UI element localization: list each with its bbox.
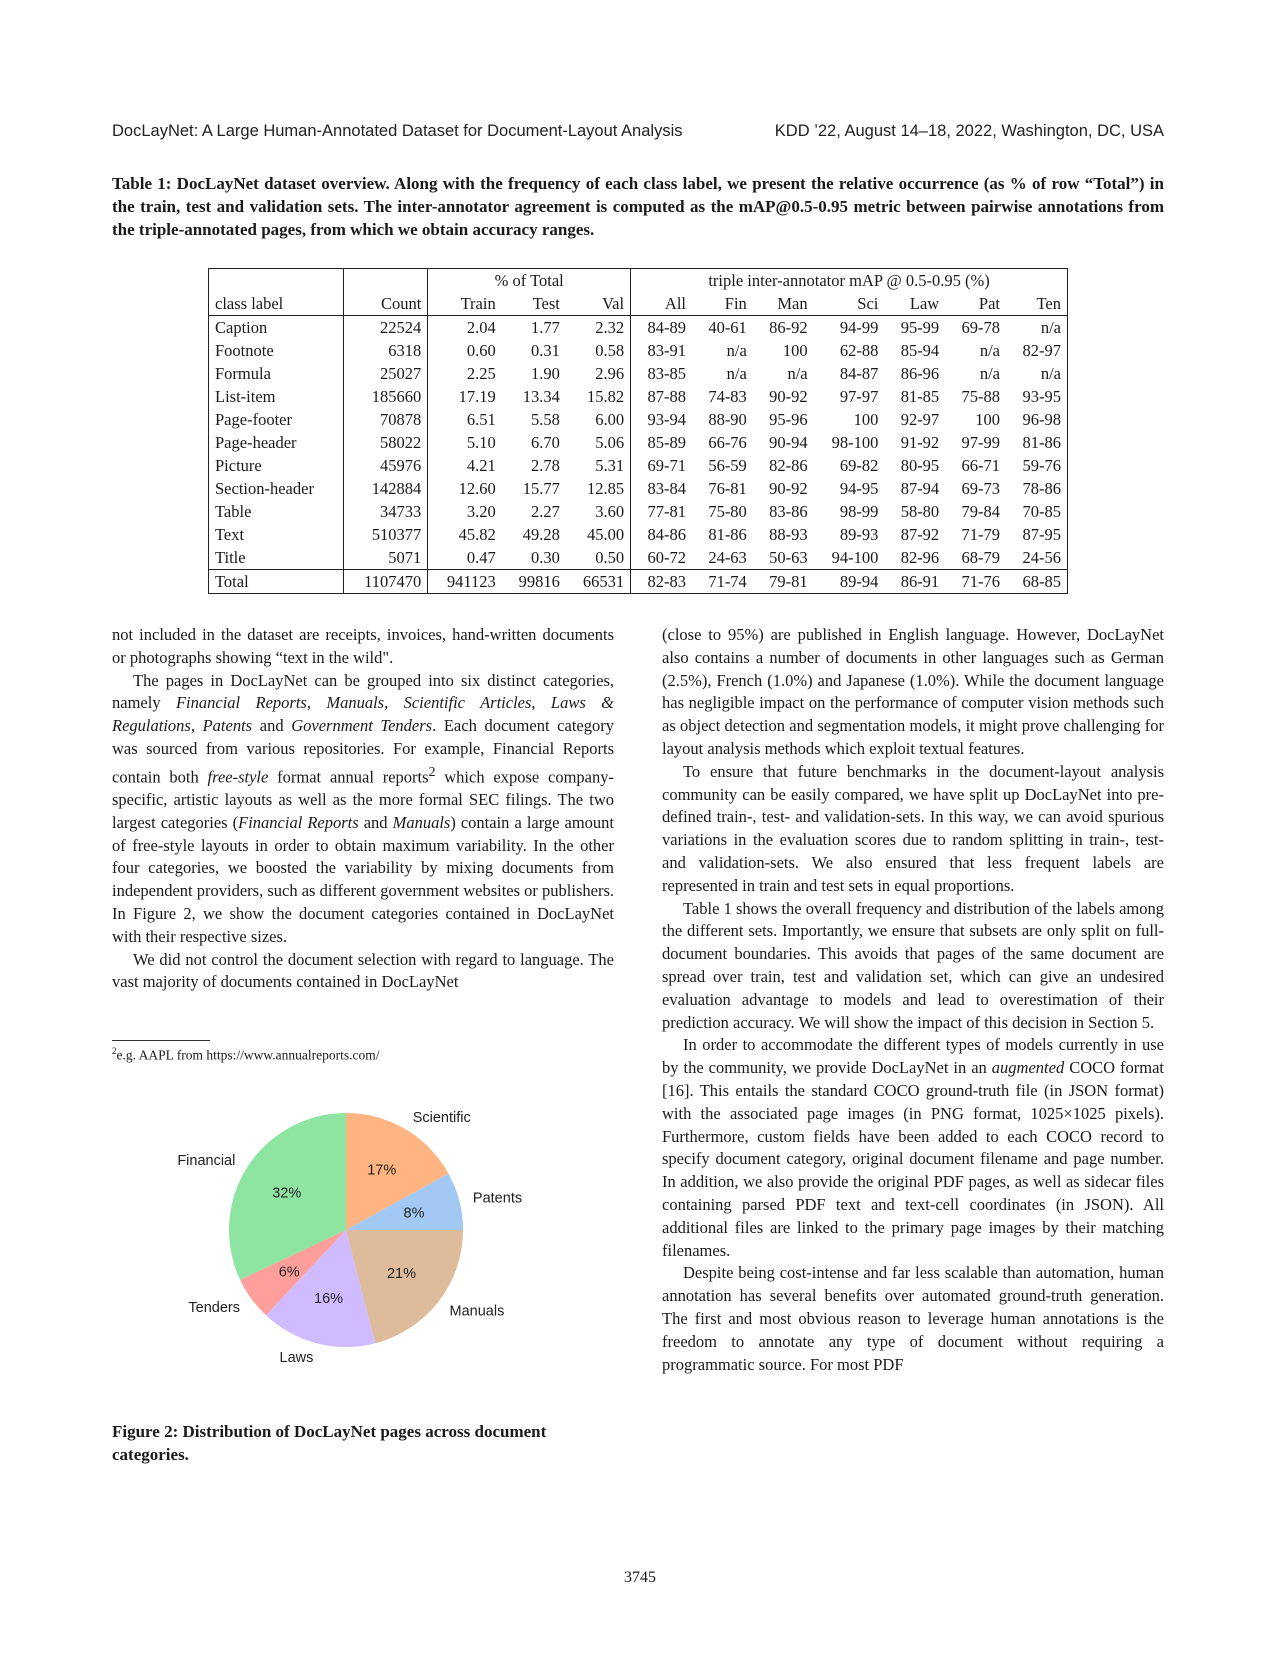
table-cell: 98-99 <box>839 502 879 521</box>
table-cell: n/a <box>1040 364 1061 383</box>
paragraph: We did not control the document selection with regard to language. The vast majority of documents contained in DocLayNet <box>112 949 614 992</box>
table-row <box>209 431 1068 454</box>
table-cell: 79-84 <box>961 502 1000 521</box>
table-cell: 87-88 <box>631 385 692 408</box>
table-cell: n/a <box>726 341 747 360</box>
table-cell: 50-63 <box>769 548 808 567</box>
header-venue: KDD ’22, August 14–18, 2022, Washington, DC, USA <box>774 122 1164 140</box>
table-cell: 24-56 <box>1022 548 1061 567</box>
table-cell: 83-85 <box>631 362 692 385</box>
table-cell: 12.60 <box>428 477 502 500</box>
table-cell: Page-header <box>215 433 297 452</box>
table-cell: 83-91 <box>631 339 692 362</box>
table-cell: 94-100 <box>831 548 879 567</box>
table-cell: 90-92 <box>769 479 808 498</box>
column-header: Count <box>343 292 427 316</box>
table-row <box>209 500 1068 523</box>
table-cell: 71-79 <box>961 525 1000 544</box>
table-cell: 89-93 <box>839 525 879 544</box>
table-cell: 66-71 <box>961 456 1000 475</box>
table-group-header-row <box>209 269 1068 293</box>
running-header <box>112 122 1164 146</box>
column-header: Man <box>777 294 808 313</box>
pie-category-label: Scientific <box>412 1110 471 1127</box>
table-cell: 2.32 <box>595 318 625 337</box>
table-cell: 89-94 <box>839 572 879 591</box>
table-cell: 941123 <box>428 570 502 594</box>
table-total-row <box>209 570 1068 594</box>
column-header: Test <box>532 294 560 313</box>
table-cell: 66531 <box>582 572 625 591</box>
category-pie-chart <box>160 1110 580 1410</box>
table-cell: 68-79 <box>961 548 1000 567</box>
table-cell: 70878 <box>343 408 427 431</box>
column-header: Val <box>602 294 625 313</box>
column-header: Train <box>428 292 502 316</box>
table-cell: 87-94 <box>900 479 940 498</box>
table-cell: 81-86 <box>708 525 747 544</box>
table-cell: 4.21 <box>428 454 502 477</box>
table-cell: 87-92 <box>900 525 940 544</box>
figure-caption: Figure 2: Distribution of DocLayNet pages across document categories. <box>112 1422 547 1464</box>
table-cell: 90-94 <box>769 433 808 452</box>
table-cell: 3.20 <box>428 500 502 523</box>
pie-value-label: 6% <box>278 1264 300 1281</box>
table-cell: 66-76 <box>708 433 747 452</box>
paragraph: not included in the dataset are receipts, invoices, hand-written documents or photographs showing “text in the wild". <box>112 625 614 667</box>
table-row <box>209 477 1068 500</box>
table-cell: 88-90 <box>708 410 747 429</box>
table-cell: 2.27 <box>530 502 560 521</box>
table-cell: Page-footer <box>215 410 292 429</box>
table-row <box>209 523 1068 546</box>
table-cell: 83-86 <box>769 502 808 521</box>
pie-value-label: 16% <box>314 1290 344 1307</box>
table-cell: 97-99 <box>961 433 1000 452</box>
table-cell: 85-94 <box>900 341 940 360</box>
group-header-iaa: triple inter-annotator mAP @ 0.5-0.95 (%) <box>631 269 1068 293</box>
table-cell: 5071 <box>343 546 427 570</box>
table-cell: 17.19 <box>428 385 502 408</box>
table-row <box>209 385 1068 408</box>
table-cell: 93-94 <box>631 408 692 431</box>
paragraph: The pages in DocLayNet can be grouped into six distinct categories, namely Financial Reports, Manuals, Scientific Articles, Laws & Regulations, Patents and Government Tenders. Each document category was sourced from various repositories. For example, Financial Reports contain both free-style format annual reports$^2$ which expose company-specific, artistic layouts as well as the more formal SEC filings. The two largest categories (Financial Reports and Manuals) contain a large amount of free-style layouts in order to obtain maximum variability. In the other four categories, we boosted the variability by mixing documents from independent providers, such as different government websites or publishers. In Figure 2, we show the document categories contained in DocLayNet with their respective sizes. <box>112 670 615 946</box>
table-row <box>209 546 1068 570</box>
table-cell: 98-100 <box>831 433 879 452</box>
column-header: Ten <box>1036 294 1061 313</box>
table-cell: n/a <box>726 364 747 383</box>
table-cell: 60-72 <box>631 546 692 570</box>
dataset-overview-table <box>208 268 1068 594</box>
table-cell: 75-80 <box>708 502 747 521</box>
table-cell: 97-97 <box>839 387 879 406</box>
pie-value-label: 17% <box>367 1162 397 1179</box>
table-cell: 90-92 <box>769 387 808 406</box>
table-cell: 99816 <box>518 572 560 591</box>
table-row <box>209 316 1068 340</box>
pie-value-label: 21% <box>386 1266 416 1283</box>
table-row <box>209 408 1068 431</box>
table-cell: 5.58 <box>530 410 560 429</box>
table-cell: 69-82 <box>839 456 879 475</box>
pie-category-label: Manuals <box>449 1303 505 1320</box>
column-header: All <box>631 292 692 316</box>
table-cell: 74-83 <box>708 387 747 406</box>
table-row <box>209 454 1068 477</box>
column-header: Sci <box>857 294 879 313</box>
table-cell: 86-96 <box>900 364 940 383</box>
table-cell: n/a <box>787 364 808 383</box>
table-header-row <box>209 292 1068 316</box>
table-cell: 83-84 <box>631 477 692 500</box>
paragraph: (close to 95%) are published in English language. However, DocLayNet also contains a number of documents in other languages such as German (2.5%), French (1.0%) and Japanese (1.0%). While the document language has negligible impact on the performance of computer vision methods such as object detection and segmentation models, it might prove challenging for layout analysis methods which exploit textual features. <box>662 625 1164 758</box>
table-cell: 24-63 <box>708 548 747 567</box>
table-cell: 13.34 <box>522 387 560 406</box>
table-cell: 88-93 <box>769 525 808 544</box>
table-cell: 45976 <box>343 454 427 477</box>
table-cell: 71-74 <box>708 572 747 591</box>
table-cell: 2.25 <box>428 362 502 385</box>
table-cell: 2.78 <box>530 456 560 475</box>
table-cell: 100 <box>782 341 808 360</box>
table-cell: 510377 <box>343 523 427 546</box>
table-cell: 94-99 <box>839 318 879 337</box>
table-cell: n/a <box>979 341 1000 360</box>
page-number: 3745 <box>624 1569 656 1586</box>
table-cell: 95-96 <box>769 410 808 429</box>
table-cell: 185660 <box>343 385 427 408</box>
table-cell: Picture <box>215 456 262 475</box>
table-cell: 69-71 <box>631 454 692 477</box>
table-cell: Table <box>215 502 252 521</box>
table-cell: Title <box>215 548 246 567</box>
group-header-percent-total: % of Total <box>428 269 631 293</box>
pie-category-label: Financial <box>177 1152 236 1169</box>
table-cell: 82-83 <box>631 570 692 594</box>
table-cell: 6.70 <box>530 433 560 452</box>
table-cell: 79-81 <box>769 572 808 591</box>
paragraph: In order to accommodate the different types of models currently in use by the community, we provide DocLayNet in an augmented COCO format [16]. This entails the standard COCO ground-truth file (in JSON format) with the associated page images (in PNG format, 1025×1025 pixels). Furthermore, custom fields have been added to each COCO record to specify document category, original document filename and page number. In addition, we also provide the original PDF pages, as well as sidecar files containing parsed PDF text and text-cell coordinates (in JSON). All additional files are linked to the primary page images by their matching filenames. <box>662 1035 1165 1260</box>
table-cell: 76-81 <box>708 479 747 498</box>
table-cell: 0.30 <box>530 548 560 567</box>
table-cell: 34733 <box>343 500 427 523</box>
table-cell: 58022 <box>343 431 427 454</box>
table-cell: 87-95 <box>1022 525 1061 544</box>
table-cell: 68-85 <box>1022 572 1061 591</box>
table-cell: 1.77 <box>530 318 560 337</box>
table-cell: 59-76 <box>1022 456 1061 475</box>
table-cell: 0.47 <box>428 546 502 570</box>
table-cell: 6.51 <box>428 408 502 431</box>
column-header: Fin <box>724 294 747 313</box>
table-cell: 77-81 <box>631 500 692 523</box>
table-cell: Total <box>215 572 249 591</box>
table-cell: 82-97 <box>1022 341 1061 360</box>
table-cell: 22524 <box>343 316 427 340</box>
table-cell: 82-96 <box>900 548 940 567</box>
table-cell: 25027 <box>343 362 427 385</box>
table-cell: 49.28 <box>522 525 560 544</box>
paragraph: Despite being cost-intense and far less scalable than automation, human annotation has several benefits over automated ground-truth generation. The first and most obvious reason to leverage human annotations is the freedom to annotate any type of document without requiring a programmatic source. For most PDF <box>662 1263 1164 1374</box>
table-caption: Table 1: DocLayNet dataset overview. Along with the frequency of each class label, we present the relative occurrence (as % of row “Total”) in the train, test and validation sets. The inter-annotator agreement is computed as the mAP@0.5-0.95 metric between pairwise annotations from the triple-annotated pages, from which we obtain accuracy ranges. <box>112 174 1164 239</box>
table-cell: Footnote <box>215 341 274 360</box>
header-title: DocLayNet: A Large Human-Annotated Dataset for Document-Layout Analysis <box>112 122 683 140</box>
table-cell: 0.31 <box>530 341 560 360</box>
table-cell: Section-header <box>215 479 314 498</box>
pie-value-label: 8% <box>403 1205 425 1222</box>
footnote-rule <box>112 1040 210 1041</box>
table-cell: 85-89 <box>631 431 692 454</box>
pie-value-label: 32% <box>272 1185 302 1202</box>
table-cell: 6.00 <box>595 410 625 429</box>
column-header: class label <box>215 294 284 313</box>
table-cell: 100 <box>975 410 1000 429</box>
table-cell: 15.82 <box>586 387 625 406</box>
table-cell: 1.90 <box>530 364 560 383</box>
table-cell: 69-78 <box>961 318 1000 337</box>
table-cell: Caption <box>215 318 268 337</box>
table-cell: 78-86 <box>1022 479 1061 498</box>
table-cell: 91-92 <box>900 433 940 452</box>
table-cell: 1107470 <box>343 570 427 594</box>
table-cell: List-item <box>215 387 276 406</box>
table-cell: 93-95 <box>1022 387 1061 406</box>
table-cell: 15.77 <box>522 479 560 498</box>
table-row <box>209 339 1068 362</box>
footnote: $^2$e.g. AAPL from https://www.annualreports.com/ <box>112 1046 380 1063</box>
right-text-column <box>662 624 1164 1376</box>
table-cell: 96-98 <box>1022 410 1061 429</box>
table-cell: 100 <box>853 410 879 429</box>
table-cell: 56-59 <box>708 456 747 475</box>
table-cell: n/a <box>979 364 1000 383</box>
column-header: Law <box>909 294 940 313</box>
table-cell: n/a <box>1040 318 1061 337</box>
table-cell: 95-99 <box>900 318 940 337</box>
column-header: Pat <box>978 294 1000 313</box>
table-cell: 80-95 <box>900 456 940 475</box>
pie-category-label: Laws <box>279 1349 314 1366</box>
table-row <box>209 362 1068 385</box>
table-cell: 84-89 <box>631 316 692 340</box>
paragraph: To ensure that future benchmarks in the document-layout analysis community can be easily compared, we have split up DocLayNet into pre-defined train-, test- and validation-sets. In this way, we can avoid spurious variations in the evaluation scores due to random splitting in train-, test- and validation-sets. We also ensured that less frequent labels are represented in train and test sets in equal proportions. <box>662 761 1164 895</box>
table-cell: 2.96 <box>595 364 625 383</box>
table-cell: 62-88 <box>839 341 879 360</box>
table-cell: 45.00 <box>586 525 625 544</box>
footnote-ref: 2 <box>428 763 436 779</box>
table-cell: 92-97 <box>900 410 940 429</box>
table-cell: 5.06 <box>595 433 625 452</box>
table-cell: 12.85 <box>586 479 625 498</box>
table-cell: 94-95 <box>839 479 879 498</box>
table-cell: 75-88 <box>961 387 1000 406</box>
paragraph: Table 1 shows the overall frequency and distribution of the labels among the different sets. Importantly, we ensure that subsets are only split on full-document boundaries. This avoids that pages of the same document are spread over train, test and validation set, which can give an undesired evaluation advantage to models and lead to overestimation of their prediction accuracy. We will show the impact of this decision in Section 5. <box>662 898 1164 1032</box>
table-cell: 58-80 <box>900 502 940 521</box>
table-cell: 40-61 <box>708 318 747 337</box>
table-cell: 86-91 <box>900 572 940 591</box>
table-cell: 5.31 <box>595 456 625 475</box>
table-cell: 70-85 <box>1022 502 1061 521</box>
pie-category-label: Patents <box>472 1190 523 1207</box>
table-cell: 86-92 <box>769 318 808 337</box>
pie-category-label: Tenders <box>188 1300 240 1317</box>
table-cell: 0.58 <box>595 341 625 360</box>
table-cell: 82-86 <box>769 456 808 475</box>
table-cell: Text <box>215 525 245 544</box>
left-text-column <box>112 624 614 994</box>
table-cell: 0.60 <box>428 339 502 362</box>
table-cell: Formula <box>215 364 271 383</box>
table-cell: 81-86 <box>1022 433 1061 452</box>
table-cell: 84-86 <box>631 523 692 546</box>
table-cell: 81-85 <box>900 387 940 406</box>
table-cell: 3.60 <box>595 502 625 521</box>
table-cell: 2.04 <box>428 316 502 340</box>
table-cell: 84-87 <box>839 364 879 383</box>
table-cell: 45.82 <box>428 523 502 546</box>
table-cell: 142884 <box>343 477 427 500</box>
table-cell: 69-73 <box>961 479 1000 498</box>
table-cell: 6318 <box>343 339 427 362</box>
table-cell: 0.50 <box>595 548 625 567</box>
table-cell: 71-76 <box>961 572 1000 591</box>
table-cell: 5.10 <box>428 431 502 454</box>
